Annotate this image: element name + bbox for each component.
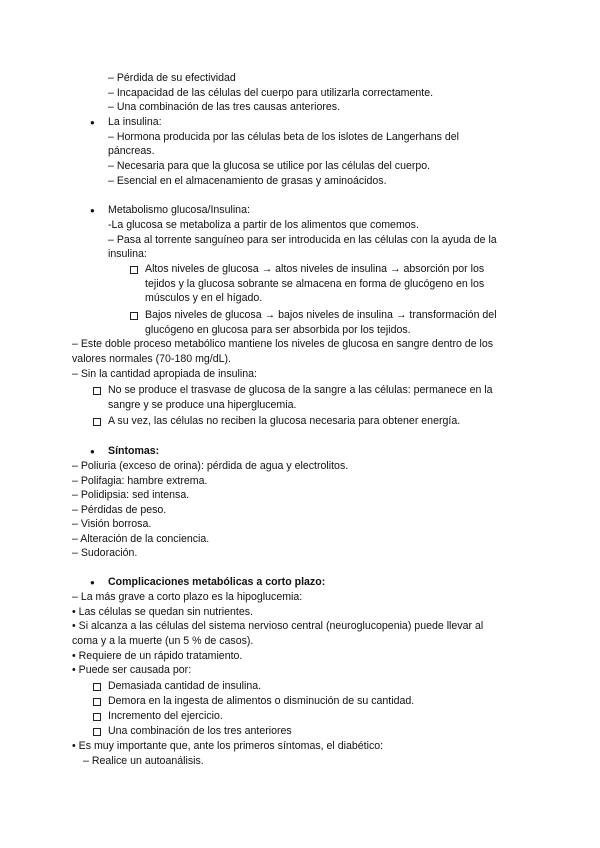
insulin-line: – Necesaria para que la glucosa se utilice por las células del cuerpo. bbox=[108, 160, 431, 172]
hypoglycemia-cause: Demasiada cantidad de insulina. bbox=[108, 680, 262, 692]
symptom-line: – Poliuria (exceso de orina): pérdida de agua y electrolitos. bbox=[72, 460, 349, 472]
high-levels-line: tejidos y la glucosa sobrante se almacena en forma de glucógeno en los bbox=[145, 278, 485, 290]
hypoglycemia-cause: Demora en la ingesta de alimentos o disminución de su cantidad. bbox=[108, 695, 415, 707]
no-transfer-line: No se produce el trasvase de glucosa de la sangre a las células: permanece en la bbox=[108, 384, 493, 396]
bullet-icon: ● bbox=[90, 578, 95, 587]
symptom-line: – Alteración de la conciencia. bbox=[72, 533, 210, 545]
symptom-line: – Visión borrosa. bbox=[72, 518, 152, 530]
checkbox-icon bbox=[93, 713, 101, 721]
checkbox-icon bbox=[130, 266, 138, 274]
complication-line: – La más grave a corto plazo es la hipoglucemia: bbox=[72, 591, 303, 603]
insulin-line: – Hormona producida por las células beta de los islotes de Langerhans del bbox=[108, 131, 459, 143]
low-levels-line: Bajos niveles de glucosa → bajos niveles de insulina → transformación del bbox=[145, 309, 497, 321]
cause-line: – Incapacidad de las células del cuerpo para utilizarla correctamente. bbox=[108, 87, 434, 99]
complication-final-line: – Realice un autoanálisis. bbox=[83, 755, 204, 767]
bullet-icon: ● bbox=[90, 118, 95, 127]
hypoglycemia-cause: Incremento del ejercicio. bbox=[108, 710, 223, 722]
metabolism-line: insulina: bbox=[108, 248, 147, 260]
low-levels-line: glucógeno en glucosa para ser absorbida por los tejidos. bbox=[145, 324, 411, 336]
checkbox-icon bbox=[93, 387, 101, 395]
symptom-line: – Polifagia: hambre extrema. bbox=[72, 475, 208, 487]
symptoms-heading: Síntomas: bbox=[108, 445, 160, 457]
hypoglycemia-cause: Una combinación de los tres anteriores bbox=[108, 725, 292, 737]
cause-line: – Una combinación de las tres causas anteriores. bbox=[108, 101, 341, 113]
metabolism-heading: Metabolismo glucosa/Insulina: bbox=[108, 204, 250, 216]
complication-line: • Puede ser causada por: bbox=[72, 664, 192, 676]
insulin-line: páncreas. bbox=[108, 145, 155, 157]
checkbox-icon bbox=[93, 418, 101, 426]
symptom-line: – Pérdidas de peso. bbox=[72, 504, 167, 516]
complication-line: • Si alcanza a las células del sistema nervioso central (neuroglucopenia) puede llevar al bbox=[72, 620, 484, 632]
metabolism-line: – Pasa al torrente sanguíneo para ser introducida en las células con la ayuda de la bbox=[108, 234, 497, 246]
insulin-heading: La insulina: bbox=[108, 116, 162, 128]
high-levels-line: músculos y en el hígado. bbox=[145, 292, 263, 304]
checkbox-icon bbox=[93, 683, 101, 691]
symptom-line: – Sudoración. bbox=[72, 547, 138, 559]
bullet-icon: ● bbox=[90, 206, 95, 215]
metabolism-after-line: valores normales (70-180 mg/dL). bbox=[72, 353, 231, 365]
metabolism-after-line: – Este doble proceso metabólico mantiene los niveles de glucosa en sangre dentro de los bbox=[72, 338, 494, 350]
complication-line: • Las células se quedan sin nutrientes. bbox=[72, 606, 253, 618]
complication-line: coma y a la muerte (un 5 % de casos). bbox=[72, 635, 254, 647]
cause-line: – Pérdida de su efectividad bbox=[108, 72, 236, 84]
symptom-line: – Polidipsia: sed intensa. bbox=[72, 489, 190, 501]
complication-final-line: • Es muy importante que, ante los primeros síntomas, el diabético: bbox=[72, 740, 384, 752]
checkbox-icon bbox=[93, 698, 101, 706]
high-levels-line: Altos niveles de glucosa → altos niveles de insulina → absorción por los bbox=[145, 263, 485, 275]
insulin-line: – Esencial en el almacenamiento de grasas y aminoácidos. bbox=[108, 175, 387, 187]
complications-heading: Complicaciones metabólicas a corto plazo: bbox=[108, 576, 326, 588]
checkbox-icon bbox=[93, 728, 101, 736]
complication-line: • Requiere de un rápido tratamiento. bbox=[72, 650, 243, 662]
no-glucose-line: A su vez, las células no reciben la glucosa necesaria para obtener energía. bbox=[108, 415, 461, 427]
no-transfer-line: sangre y se produce una hiperglucemia. bbox=[108, 399, 297, 411]
metabolism-line: -La glucosa se metaboliza a partir de los alimentos que comemos. bbox=[108, 219, 419, 231]
metabolism-after-line: – Sin la cantidad apropiada de insulina: bbox=[72, 368, 257, 380]
checkbox-icon bbox=[130, 312, 138, 320]
bullet-icon: ● bbox=[90, 447, 95, 456]
